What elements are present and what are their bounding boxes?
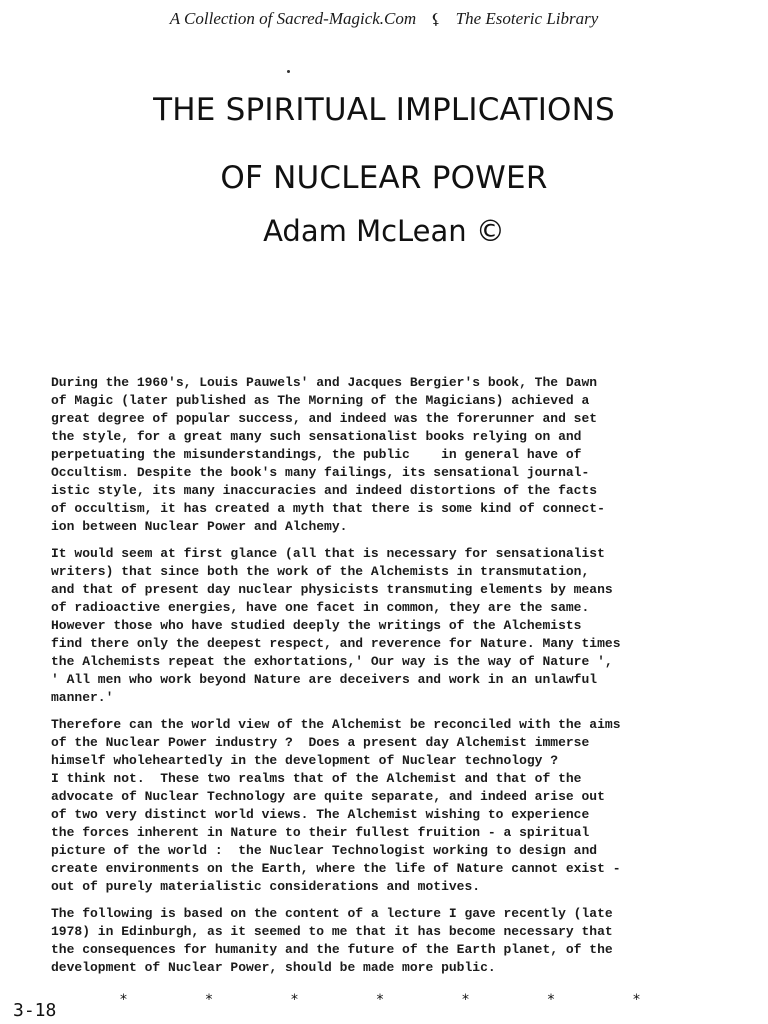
author-name: Adam McLean © [263, 214, 505, 248]
page-reference: 3-18 [13, 1000, 57, 1021]
header-right-text: The Esoteric Library [455, 9, 599, 28]
header-left-text: A Collection of Sacred-Magick.Com [169, 9, 417, 28]
star-divider: * [633, 992, 640, 1008]
header-separator-icon: ⚸ [430, 12, 442, 28]
body-text [51, 374, 731, 986]
title-line-1: THE SPIRITUAL IMPLICATIONS [153, 92, 615, 128]
star-divider: * [462, 992, 469, 1008]
paragraph-1: During the 1960's, Louis Pauwels' and Jacques Bergier's book, The Dawn of Magic (later published as The Morning of the Magicians) achieved a great degree of popular success, and indeed was the forerunner and set the style, for a great many such sensationalist books relying on and perpetuating the misunderstandings, the public in general have of Occultism. Despite the book's many failings, its sensational journal- istic style, its many inaccuracies and indeed distortions of the facts of occultism, it has created a myth that there is some kind of connect- ion between Nuclear Power and Alchemy. [51, 375, 605, 534]
paragraph-2: It would seem at first glance (all that is necessary for sensationalist writers) that since both the work of the Alchemists in transmutation, and that of present day nuclear physicists transmuting elements by means of radioactive energies, have one facet in common, they are the same. However those who have studied deeply the writings of the Alchemists find there only the deepest respect, and reverence for Nature. Many times the Alchemists repeat the exhortations,' Our way is the way of Nature ', ' All men who work beyond Nature are deceivers and work in an unlawful manner.' [51, 546, 621, 705]
star-divider: * [547, 992, 555, 1008]
section-divider-stars [120, 992, 640, 1008]
collection-header [0, 9, 768, 29]
star-divider: * [205, 992, 213, 1008]
star-divider: * [376, 992, 384, 1008]
star-divider: * [291, 992, 298, 1008]
scan-speck [287, 70, 290, 73]
star-divider: * [120, 992, 127, 1008]
paragraph-3: Therefore can the world view of the Alchemist be reconciled with the aims of the Nuclear Power industry ? Does a present day Alchemist immerse himself wholeheartedly in the development of Nuclear technology ? I think not. These two realms that of the Alchemist and that of the advocate of Nuclear Technology are quite separate, and indeed arise out of two very distinct world views. The Alchemist wishing to experience the forces inherent in Nature to their fullest fruition - a spiritual picture of the world : the Nuclear Technologist working to design and create environments on the Earth, where the life of Nature cannot exist - out of purely materialistic considerations and motives. [51, 717, 621, 894]
paragraph-4: The following is based on the content of a lecture I gave recently (late 1978) in Edinburgh, as it seemed to me that it has become necessary that the consequences for humanity and the future of the Earth planet, of the development of Nuclear Power, should be made more public. [51, 906, 613, 975]
title-line-2: OF NUCLEAR POWER [220, 160, 548, 196]
